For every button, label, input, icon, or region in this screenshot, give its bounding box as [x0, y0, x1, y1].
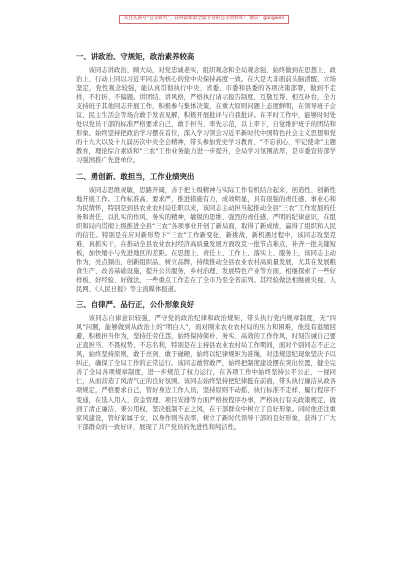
header-banner: [0, 4, 408, 21]
section-paragraph: 该同志自律意识较强，严守党的政治纪律和政治规矩，带头执行党内规章制度，无“四风”问题，能够做到从政治上的“明白人”，面对刚来农业农村局的压力和困难，他没有退缩回避，积极担当作为，坚持任劳任怨，始终保持简朴、务实、高效的工作作风，时刻告诫自己要正直担当、不畏权势、不忘名利，特别是在主持县农业农村局工作期间，面对个别同志不正之风，始终坚持原则，敢于亮剑、敢于碰硬，始终以纪律规矩为准绳，对违规违纪现象坚决予以纠正，确保了全局工作的正常运行。该同志敢管敢严，始终把制度建设摆在突出位置，健全完善了全局各项规章制度，进一步规范了权力运行，在各项工作中始终坚持公平公正、一视同仁，从而营造了风清气正的良好氛围。该同志始终坚持把纪律挺在前面，带头执行廉洁从政各项规定，严格要求自己，管好身边工作人员，坚持原则不动摇、执行标准不走样、履行程序不变通，在选人用人、资金管理、项目安排等方面严格按程序办事，严格执行有关政策规定，做到了清正廉洁、秉公用权，坚决抵制不正之风，在干部群众中树立了良好形象。同时他还注重家风建设，管好家属子女，以身作则当表率，树立了新时代领导干部的良好形象，获得了广大干部群众的一致好评，展现了共产党员的先进性和纯洁性。: [76, 315, 336, 431]
section-3: [76, 300, 336, 432]
section-2: [76, 172, 336, 295]
section-1: [76, 52, 336, 166]
section-heading: 三、自律严、品行正，公仆形象良好: [76, 300, 195, 310]
section-paragraph: 该同志讲政治、顾大局，对党忠诚老实，组织观念和全局观念强，始终做到在思想上、政治上、行动上同以习近平同志为核心的党中央保持高度一致。在大是大非面前头脑清醒、立场坚定，党性观念较强，能认真贯彻执行中央、省委、市委和县委的各项决策部署，做到不走样、不打折、不偏题。讲团结、讲风格，严格执行请示报告制度，互敬互帮、相互补台，全力支持班子其他同志开展工作，积极参与集体决策，在重大原则问题上态度鲜明，在领导班子会议、民主生活会等场合敢于发表见解，积极开展批评与自我批评。在平时工作中，能够时时处处以党员干部的标准严格要求自己，敢于担当、率先示范，以上率下，自觉维护班子的团结和形象。始终坚持把政治学习摆在首位，深入学习领会习近平新时代中国特色社会主义思想和党的十九大以及十九届历次中央全会精神，带头参加党史学习教育、“不忘初心、牢记使命”主题教育，理论综合素质和“三农”工作业务能力进一步提升，全局学习氛围浓厚，是市委宣传部学习强国推广先进单位。: [76, 67, 336, 165]
section-paragraph: 该同志思维灵敏，思路开阔，善于把上级精神与实际工作有机结合起来，创造性、创新性地开展工作。工作标准高、要求严，推进措施有力，成效明显，具有很强的责任感、事业心和为民情怀，特别是到县农业农村局任职以来，该同志主动担当起推动全县“三农”工作发展的任务和责任，以扎实的作风、务实的精神，敏锐的思维、强烈的责任感，严明的纪律意识，在组织和局内贯彻上级推进全县“三农”各项事业开创了新局面，取得了新成绩，赢得了组织和人民的信任。特别是在应对新形势下“三农”工作新变化、新挑战、新机遇过程中，该同志攻坚克难、真抓实干，在推动全县农业农村经济高质量发展方面攻克一批节点难点，补齐一批关键短板，加快缩小与先进地区的差距。在思想上、责任上、工作上、落实上、服务上，该同志主动作为，亮点频出，创新组织品、树立品牌，持续推动全县农业农村高质量发展，尤其在发展粮食生产、改善基础设施，提升公共服务，乡村治理、发展特色产业等方面，相继探索了一些好样板、好经验、好做法，一些重点工作走在了全市乃至全省前列。其经验做法相继被央视、人民网、《人民日报》等主流媒体报道。: [76, 186, 336, 294]
banner-text: 关注头条号“公文研究”，获得最新最全最专业的公文资料库！ 微信：gongwen: [119, 15, 290, 24]
section-heading: 一、讲政治、守规矩，政治素养较高: [76, 52, 195, 61]
document-body: [76, 52, 336, 432]
section-heading: 二、勇创新、敢担当，工作业绩突出: [76, 171, 195, 181]
